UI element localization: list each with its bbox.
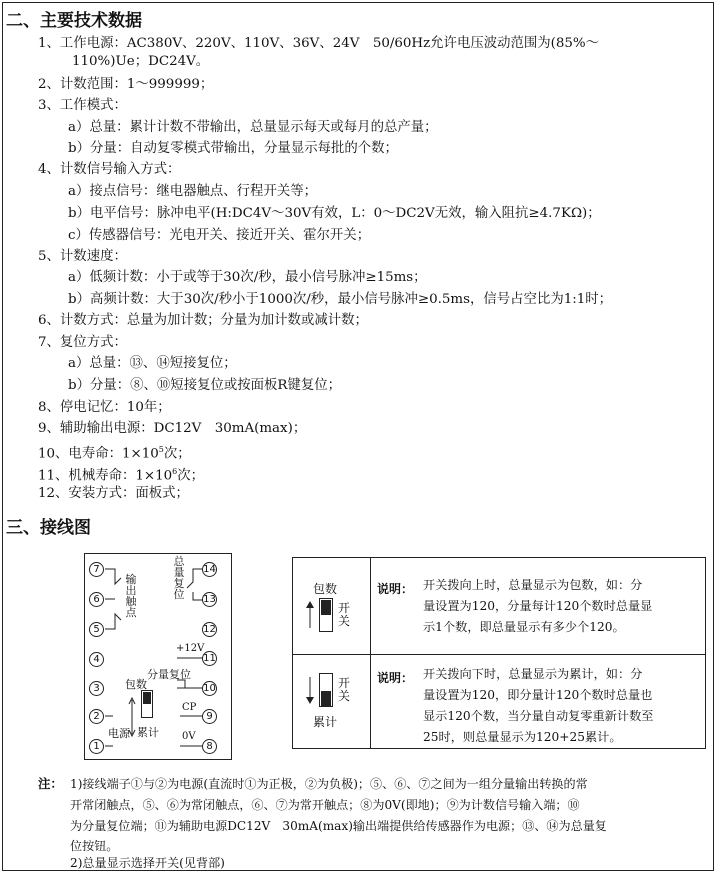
row1-explain-line: 量设置为120，分量每计120个数时总量显 (423, 599, 653, 613)
pack-count-label: 包数 (125, 678, 147, 691)
batch-reset-label: 分量复位 (147, 668, 191, 681)
spec-line: a）接点信号：继电器触点、行程开关等； (68, 184, 318, 199)
terminal-13: 13 (203, 594, 216, 605)
row1-top-label: 包数 (313, 582, 338, 596)
note-line: 位按钮。 (70, 839, 119, 853)
diagram-selector-switch (141, 690, 153, 718)
row2-explain-line: 25时，则总量显示为120+25累计。 (423, 730, 622, 744)
row2-explain-line: 开关拨向下时，总量显示为累计，如：分 (423, 667, 643, 681)
notes-label: 注： (38, 776, 63, 791)
terminal-7: 7 (89, 562, 104, 577)
note-line: 1)接线端子①与②为电源(直流时①为正极，②为负极)；⑤、⑥、⑦之间为一组分量输出转换的常 (70, 777, 588, 791)
note-line: 为分量复位端；⑪为辅助电源DC12V 30mA(max)输出端提供给传感器作为电源；⑬、⑭为总量复 (70, 819, 607, 833)
spec-line: 110%)Ue；DC24V。 (72, 54, 210, 69)
output-contact-label: 输出触点 (125, 573, 137, 619)
row1-explain-line: 示1个数，即总量显示有多少个120。 (423, 620, 625, 634)
row2-explain-label: 说明： (377, 671, 414, 685)
power-label: 电源 (108, 727, 130, 740)
terminal-3: 3 (89, 681, 104, 696)
spec-line: a）总量：累计计数不带输出，总量显示每天或每月的总产量； (68, 120, 438, 135)
row2-explain-line: 显示120个数，当分量自动复零重新计数至 (423, 709, 654, 723)
terminal-12: 12 (203, 624, 216, 635)
row2-switch-label: 开关 (337, 676, 350, 703)
spec-line: 4、计数信号输入方式： (38, 162, 181, 177)
table-row-pack (293, 558, 705, 654)
terminal-2: 2 (89, 709, 104, 724)
arrow-down-icon (305, 675, 315, 705)
section-title-wiring: 三、接线图 (6, 518, 91, 538)
spec-line: 12、安装方式：面板式； (38, 486, 189, 501)
row2-explain-line: 量设置为120，即分量计120个数时总量也 (423, 688, 653, 702)
spec-line-mechanical-life: 11、机械寿命：$1\times 10^6$次； (38, 467, 205, 484)
spec-line: b）分量：自动复零模式带输出，分量显示每批的个数； (68, 141, 398, 156)
total-count-label: 累计 (137, 726, 159, 739)
spec-line-electrical-life: 10、电寿命：$1\times 10^5$次； (38, 445, 191, 462)
spec-line: a）总量：⑬、⑭短接复位； (68, 356, 237, 371)
note-line: 2)总量显示选择开关(见背部) (70, 856, 225, 870)
spec-line: 6、计数方式：总量为加计数；分量为加计数或减计数； (38, 313, 368, 328)
arrow-up-icon (305, 600, 315, 630)
terminal-6: 6 (89, 592, 104, 607)
terminal-5: 5 (89, 622, 104, 637)
switch-up-icon (319, 598, 333, 632)
terminal-10: 10 (203, 683, 216, 694)
spec-line: 7、复位方式： (38, 335, 127, 350)
row2-bottom-label: 累计 (313, 715, 338, 729)
plus12v-label: +12V (176, 643, 205, 654)
spec-line: a）低频计数：小于或等于30次/秒，最小信号脉冲≥15ms； (68, 270, 427, 285)
terminal-1: 1 (89, 739, 104, 754)
spec-line: 1、工作电源：AC380V、220V、110V、36V、24V 50/60Hz允许电压波动范围为(85%～ (38, 36, 600, 51)
row1-explain-line: 开关拨向上时，总量显示为包数，如：分 (423, 578, 643, 592)
spec-line: 5、计数速度： (38, 249, 127, 264)
spec-line: b）高频计数：大于30次/秒小于1000次/秒，最小信号脉冲≥0.5ms，信号占空比为1:1时； (68, 292, 613, 307)
total-reset-label: 总量复位 (173, 555, 185, 601)
wiring-diagram (84, 553, 232, 760)
spec-line: 2、计数范围：1～999999； (38, 77, 214, 92)
row1-switch-label: 开关 (337, 601, 350, 628)
cp-label: CP (182, 702, 197, 713)
section-title-tech-data: 二、主要技术数据 (6, 11, 142, 31)
terminal-11: 11 (203, 653, 216, 664)
spec-line: c）传感器信号：光电开关、接近开关、霍尔开关； (68, 228, 371, 243)
spec-line: b）分量：⑧、⑩短接复位或按面板R键复位； (68, 378, 342, 393)
switch-explanation-table (292, 557, 706, 749)
ov-label: 0V (182, 731, 196, 742)
row1-explain-label: 说明： (377, 582, 414, 596)
terminal-8: 8 (202, 739, 217, 754)
spec-line: 9、辅助输出电源：DC12V 30mA(max)； (38, 421, 307, 436)
terminal-4: 4 (89, 652, 104, 667)
spec-line: 8、停电记忆：10年； (38, 400, 171, 415)
spec-line: 3、工作模式： (38, 98, 127, 113)
terminal-14: 14 (203, 564, 216, 575)
table-row-total (293, 655, 705, 749)
terminal-9: 9 (202, 709, 217, 724)
spec-line: b）电平信号：脉冲电平(H:DC4V～30V有效，L：0～DC2V无效，输入阻抗≥4.7KΩ)； (68, 206, 601, 221)
switch-down-icon (319, 673, 333, 707)
note-line: 开常闭触点，⑤、⑥为常闭触点，⑥、⑦为常开触点；⑧为0V(即地)；⑨为计数信号输入端；⑩ (70, 798, 580, 812)
